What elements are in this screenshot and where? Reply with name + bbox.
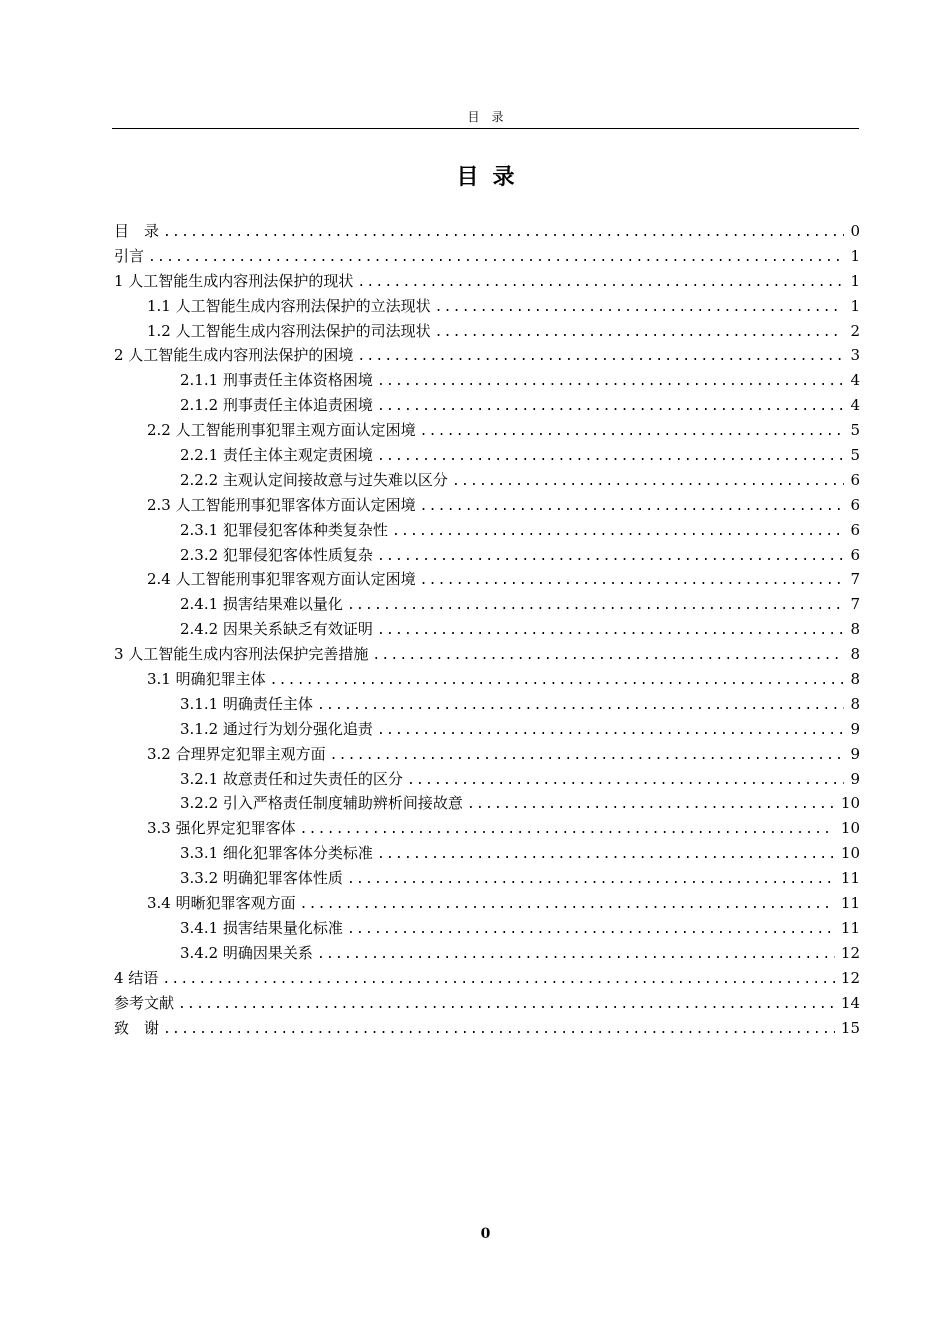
toc-entry[interactable] <box>114 791 860 816</box>
toc-entry-page: 9 <box>850 719 860 738</box>
toc-entry[interactable] <box>114 617 860 642</box>
toc-entry-page: 5 <box>850 446 860 465</box>
toc-entry-page: 3 <box>850 346 860 365</box>
toc-entry-page: 6 <box>850 520 860 539</box>
toc-entry-label: 2.1.2 刑事责任主体追责困境 <box>180 396 373 415</box>
toc-leader-dots <box>347 918 835 943</box>
toc-entry-page: 8 <box>850 694 860 713</box>
toc-leader-dots <box>178 993 835 1018</box>
toc-entry-label: 目 录 <box>114 222 160 240</box>
toc-leader-dots <box>377 843 835 868</box>
toc-entry[interactable] <box>114 692 860 717</box>
toc-entry[interactable] <box>114 941 860 966</box>
toc-entry-label: 2.3.1 犯罪侵犯客体种类复杂性 <box>180 520 388 539</box>
toc-leader-dots <box>330 744 844 769</box>
toc-entry-label: 3.4.1 损害结果量化标准 <box>180 918 343 937</box>
toc-entry-label: 2.2.1 责任主体主观定责困境 <box>180 446 373 465</box>
toc-entry[interactable] <box>114 219 860 244</box>
toc-entry-label: 3.3.2 明确犯罪客体性质 <box>180 869 343 888</box>
toc-leader-dots <box>347 868 835 893</box>
toc-entry-label: 3 人工智能生成内容刑法保护完善措施 <box>114 645 369 664</box>
toc-entry-page: 4 <box>850 396 860 415</box>
toc-entry-page: 9 <box>850 769 860 788</box>
toc-leader-dots <box>357 345 844 370</box>
toc-leader-dots <box>377 395 844 420</box>
toc-leader-dots <box>270 669 844 694</box>
toc-entry-label: 2.2.2 主观认定间接故意与过失难以区分 <box>180 470 448 489</box>
toc-entry-label: 2.4.2 因果关系缺乏有效证明 <box>180 620 373 639</box>
toc-entry-label: 2.1.1 刑事责任主体资格困境 <box>180 371 373 390</box>
toc-entry-label: 3.1.2 通过行为划分强化追责 <box>180 719 373 738</box>
toc-entry[interactable] <box>114 543 860 568</box>
toc-entry[interactable] <box>114 493 860 518</box>
toc-entry[interactable] <box>114 866 860 891</box>
toc-entry-page: 1 <box>850 271 860 290</box>
toc-entry-page: 9 <box>850 744 860 763</box>
toc-entry[interactable] <box>114 841 860 866</box>
toc-entry-label: 3.3 强化界定犯罪客体 <box>147 819 296 838</box>
toc-entry-label: 3.4.2 明确因果关系 <box>180 943 313 962</box>
toc-entry-label: 2 人工智能生成内容刑法保护的困境 <box>114 346 354 365</box>
toc-entry[interactable] <box>114 393 860 418</box>
toc-entry-page: 11 <box>840 918 860 937</box>
toc-entry-label: 2.3 人工智能刑事犯罪客体方面认定困境 <box>147 495 416 514</box>
toc-entry-label: 引言 <box>114 246 145 265</box>
toc-leader-dots <box>420 420 844 445</box>
toc-entry-page: 10 <box>840 819 860 838</box>
toc-entry-label: 2.4 人工智能刑事犯罪客观方面认定困境 <box>147 570 416 589</box>
toc-leader-dots <box>148 246 844 271</box>
toc-entry-page: 1 <box>850 246 860 265</box>
toc-entry-page: 10 <box>840 844 860 863</box>
toc-leader-dots <box>377 370 844 395</box>
toc-entry-label: 3.1.1 明确责任主体 <box>180 694 313 713</box>
toc-entry-label: 3.4 明晰犯罪客观方面 <box>147 894 296 913</box>
toc-entry-page: 11 <box>840 894 860 913</box>
toc-entry[interactable] <box>114 343 860 368</box>
toc-entry-label: 3.2.1 故意责任和过失责任的区分 <box>180 769 403 788</box>
toc-entry[interactable] <box>114 816 860 841</box>
toc-entry-page: 4 <box>850 371 860 390</box>
table-of-contents <box>114 219 860 1040</box>
toc-leader-dots <box>377 445 844 470</box>
toc-entry-label: 2.2 人工智能刑事犯罪主观方面认定困境 <box>147 421 416 440</box>
toc-entry-page: 14 <box>840 993 860 1012</box>
toc-entry-page: 15 <box>840 1018 860 1037</box>
toc-entry[interactable] <box>114 717 860 742</box>
toc-entry[interactable] <box>114 767 860 792</box>
toc-entry[interactable] <box>114 294 860 319</box>
toc-entry-label: 1.2 人工智能生成内容刑法保护的司法现状 <box>147 321 431 340</box>
toc-leader-dots <box>420 569 844 594</box>
toc-leader-dots <box>317 694 844 719</box>
toc-leader-dots <box>347 594 844 619</box>
toc-leader-dots <box>407 769 844 794</box>
toc-leader-dots <box>317 943 835 968</box>
toc-leader-dots <box>467 793 835 818</box>
toc-entry-page: 1 <box>850 296 860 315</box>
toc-entry-page: 8 <box>850 645 860 664</box>
toc-leader-dots <box>377 719 844 744</box>
toc-entry-label: 2.4.1 损害结果难以量化 <box>180 595 343 614</box>
toc-entry[interactable] <box>114 891 860 916</box>
toc-entry[interactable] <box>114 468 860 493</box>
toc-entry-label: 3.2.2 引入严格责任制度辅助辨析间接故意 <box>180 794 463 813</box>
toc-leader-dots <box>435 296 844 321</box>
toc-entry-label: 1 人工智能生成内容刑法保护的现状 <box>114 271 354 290</box>
toc-entry-label: 参考文献 <box>114 993 175 1012</box>
toc-entry-label: 4 结语 <box>114 968 159 987</box>
toc-entry[interactable] <box>114 916 860 941</box>
toc-leader-dots <box>377 619 844 644</box>
toc-entry[interactable] <box>114 269 860 294</box>
toc-entry-page: 8 <box>850 670 860 689</box>
toc-entry-page: 12 <box>840 943 860 962</box>
toc-entry-page: 10 <box>840 794 860 813</box>
toc-leader-dots <box>392 520 844 545</box>
toc-entry[interactable] <box>114 1016 860 1041</box>
toc-entry-page: 7 <box>850 570 860 589</box>
toc-entry-label: 致 谢 <box>114 1018 160 1037</box>
toc-entry-page: 6 <box>850 470 860 489</box>
page-number: 0 <box>480 1226 491 1242</box>
toc-entry[interactable] <box>114 567 860 592</box>
toc-leader-dots <box>300 818 835 843</box>
toc-entry[interactable] <box>114 667 860 692</box>
toc-entry-page: 2 <box>850 321 860 340</box>
toc-leader-dots <box>163 1018 835 1043</box>
running-header: 目 录 <box>467 110 504 124</box>
toc-entry-label: 3.1 明确犯罪主体 <box>147 670 266 689</box>
toc-entry-page: 5 <box>850 421 860 440</box>
toc-entry-label: 2.3.2 犯罪侵犯客体性质复杂 <box>180 545 373 564</box>
toc-entry-page: 0 <box>850 222 860 240</box>
toc-leader-dots <box>420 495 844 520</box>
toc-leader-dots <box>163 221 844 246</box>
toc-entry-label: 3.2 合理界定犯罪主观方面 <box>147 744 326 763</box>
toc-entry-page: 6 <box>850 495 860 514</box>
toc-entry-label: 3.3.1 细化犯罪客体分类标准 <box>180 844 373 863</box>
toc-entry[interactable] <box>114 742 860 767</box>
toc-leader-dots <box>377 545 844 570</box>
header-rule <box>112 128 859 129</box>
toc-entry[interactable] <box>114 418 860 443</box>
toc-entry[interactable] <box>114 244 860 269</box>
toc-entry-page: 7 <box>850 595 860 614</box>
toc-entry-page: 12 <box>840 968 860 987</box>
toc-entry[interactable] <box>114 966 860 991</box>
page-title: 目录 <box>456 164 529 190</box>
toc-leader-dots <box>452 470 844 495</box>
toc-entry[interactable] <box>114 518 860 543</box>
toc-leader-dots <box>357 271 844 296</box>
toc-entry-label: 1.1 人工智能生成内容刑法保护的立法现状 <box>147 296 431 315</box>
toc-entry[interactable] <box>114 592 860 617</box>
toc-leader-dots <box>372 644 844 669</box>
toc-leader-dots <box>435 321 844 346</box>
toc-leader-dots <box>300 893 835 918</box>
toc-entry[interactable] <box>114 991 860 1016</box>
toc-entry[interactable] <box>114 319 860 344</box>
toc-entry-page: 11 <box>840 869 860 888</box>
toc-entry[interactable] <box>114 368 860 393</box>
toc-entry[interactable] <box>114 443 860 468</box>
toc-entry-page: 6 <box>850 545 860 564</box>
toc-entry-page: 8 <box>850 620 860 639</box>
toc-leader-dots <box>162 968 835 993</box>
toc-entry[interactable] <box>114 642 860 667</box>
